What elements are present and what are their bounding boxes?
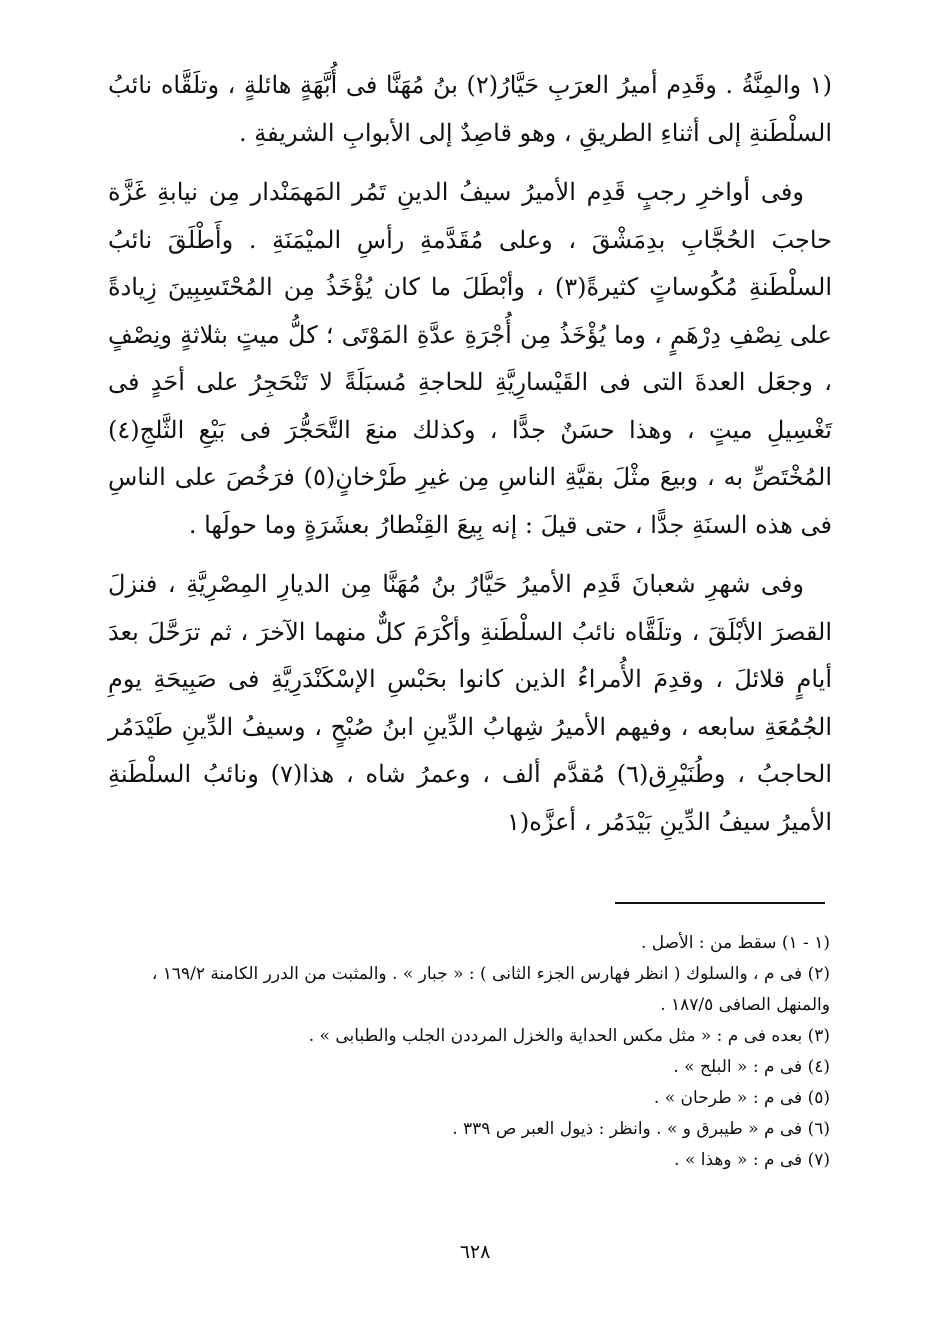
footnote-5: (٥) فى م : « طرحان » . [653,1088,830,1108]
footnote-4: (٤) فى م : « البلح » . [673,1057,830,1077]
footnotes [108,928,830,1176]
footnote-6: (٦) فى م « طيبرق و » . وانظر : ذيول العبر ص ٣٣٩ . [452,1119,830,1139]
paragraph-2: وفى أواخرِ رجبٍ قَدِم الأميرُ سيفُ الدينِ تَمُر المَهمَنْدار مِن نيابةِ غَزَّة حاجبَ الحُجَّابِ بدِمَشْقَ ، وعلى مُقَدَّمةِ رأسِ الميْمَنَةِ . وأَطْلَقَ نائبُ السلْطَنةِ مُكُوساتٍ كثيرةً(٣) ، وأبْطَلَ ما كان يُؤْخَذُ مِن المُحْتَسِبِينَ زِيادةً على نِصْفِ دِرْهَمٍ ، وما يُؤْخَذُ مِن أُجْرَةِ عدَّةِ المَوْتَى ؛ كلُّ ميتٍ بثلاثةٍ ونِصْفٍ ، وجعَل العدةَ التى فى القَيْسارِيَّةِ للحاجةِ مُسبَلَةً لا تَنْحَجِرُ على أحَدٍ فى تَغْسِيلِ ميتٍ ، وهذا حسَنٌ جدًّا ، وكذلك منعَ التَّحَجُّرَ فى بَيْعِ الثَّلجِ(٤) المُخْتَصِّ به ، وبيعَ مثْلَ بقيَّةِ الناسِ مِن غيرِ طَرْخانٍ(٥) فرَخُصَ على الناسِ فى هذه السنَةِ جدًّا ، حتى قيلَ : إنه بِيعَ القِنْطارُ بعشَرَةٍ وما حولَها . [108,178,832,539]
paragraph-1: (١ والمِنَّةُ . وقَدِم أميرُ العرَبِ حَيَّارُ(٢) بنُ مُهَنَّا فى أُبَّهَةٍ هائلةٍ ، وتلَقَّاه نائبُ السلْطَنةِ إلى أثناءِ الطريقِ ، وهو قاصِدٌ إلى الأبوابِ الشريفةِ . [108,71,832,147]
footnote-3: (٣) بعده فى م : « مثل مكس الحداية والخزل المرددن الجلب والطبابى » . [308,1026,830,1046]
footnote-divider [615,902,825,904]
footnote-7: (٧) فى م : « وهذا » . [674,1150,830,1170]
main-text [108,62,832,846]
footnote-1: (١ - ١) سقط من : الأصل . [640,933,830,953]
footnote-2: (٢) فى م ، والسلوك ( انظر فهارس الجزء الثانى ) : « جبار » . والمثبت من الدرر الكامنة ١٦٩/٢ ، والمنهل الصافى ١٨٧/٥ . [151,964,830,1015]
page-number: ٦٢٨ [459,1241,491,1263]
paragraph-3: وفى شهرِ شعبانَ قَدِم الأميرُ حَيَّارُ بنُ مُهَنَّا مِن الديارِ المِصْرِيَّةِ ، فنزلَ القصرَ الأبْلَقَ ، وتلَقَّاه نائبُ السلْطَنةِ وأكْرَمَ كلٌّ منهما الآخرَ ، ثم ترَحَّلَ بعدَ أيامٍ قلائلَ ، وقدِمَ الأُمراءُ الذين كانوا بحَبْسِ الإسْكَنْدَرِيَّةِ فى صَبِيحَةِ يومِ الجُمُعَةِ سابعه ، وفيهم الأميرُ شِهابُ الدِّينِ ابنُ صُبْحٍ ، وسيفُ الدِّينِ طَيْدَمُر الحاجبُ ، وطُنَيْرِق(٦) مُقدَّم ألف ، وعمرُ شاه ، هذا(٧) ونائبُ السلْطَنةِ الأميرُ سيفُ الدِّينِ بَيْدَمُر ، أعزَّه(١ [108,570,833,836]
